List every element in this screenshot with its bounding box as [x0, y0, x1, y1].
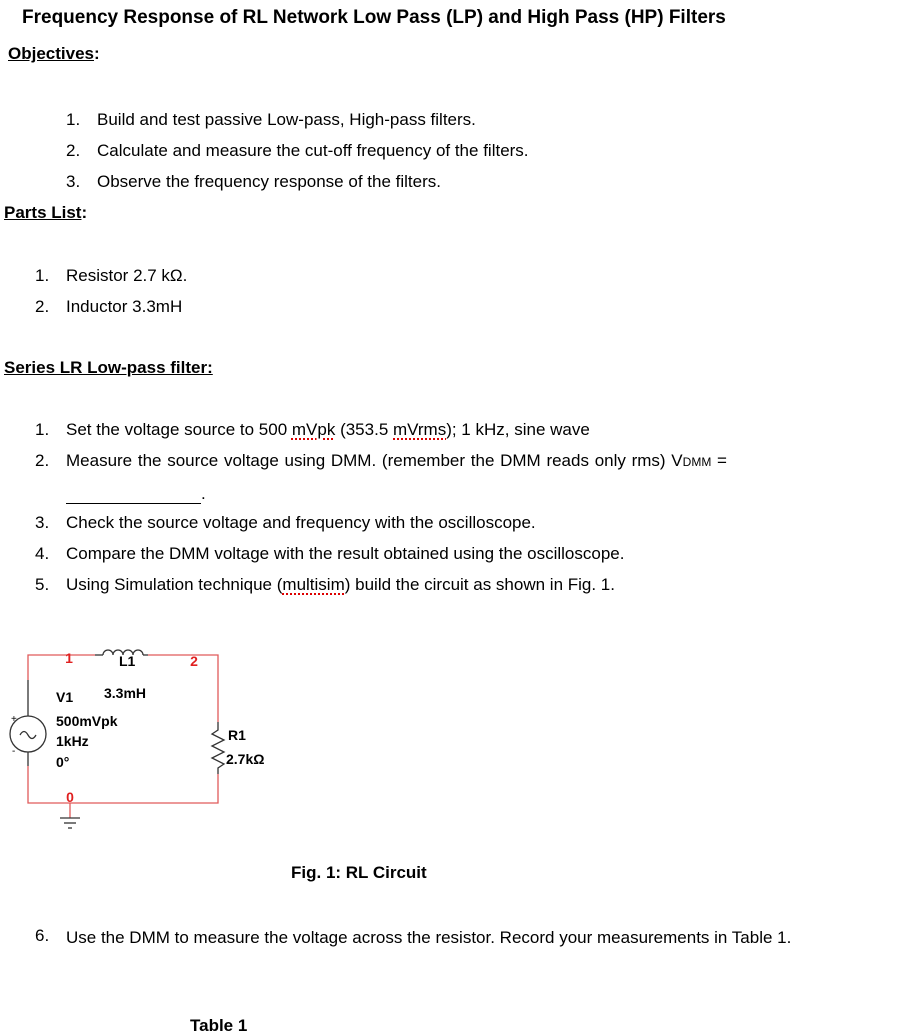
sine-wave-icon — [20, 732, 36, 739]
item-number: 2. — [35, 451, 50, 470]
item-number: 3. — [66, 172, 81, 191]
source-name: V1 — [56, 689, 74, 705]
wire-bottom — [28, 766, 218, 803]
item-number: 1. — [35, 420, 50, 439]
series-heading: Series LR Low-pass filter: — [4, 358, 213, 377]
inductor-value: 3.3mH — [104, 685, 147, 701]
resistor-icon — [212, 722, 224, 774]
step-2-end: . — [201, 484, 206, 503]
step-4 — [35, 544, 625, 564]
step-5-multisim: multisim — [282, 575, 345, 594]
inductor-name: L1 — [119, 653, 136, 669]
wire-top-left — [28, 655, 95, 680]
parts-colon: : — [81, 203, 88, 222]
step-1-mvpk: mVpk — [291, 420, 336, 439]
rl-circuit-diagram — [0, 640, 265, 850]
step-1 — [35, 420, 590, 440]
step-5-pre: Using Simulation technique ( — [66, 575, 283, 594]
item-text: Resistor 2.7 kΩ. — [66, 266, 188, 285]
objectives-heading — [8, 44, 100, 64]
step-1-post: ); 1 kHz, sine wave — [446, 420, 590, 439]
step-2 — [35, 451, 727, 471]
node-0-label: 0 — [66, 789, 74, 805]
source-frequency: 1kHz — [56, 733, 89, 749]
item-number: 1. — [66, 110, 81, 129]
page-title: Frequency Response of RL Network Low Pass (LP) and High Pass (HP) Filters — [22, 7, 726, 28]
item-text: Build and test passive Low-pass, High-pass filters. — [97, 110, 476, 129]
resistor-value: 2.7kΩ — [226, 751, 265, 767]
item-text — [66, 420, 590, 440]
item-number: 4. — [35, 544, 50, 563]
item-number: 2. — [35, 297, 50, 316]
source-phase: 0° — [56, 754, 70, 770]
step-6 — [35, 926, 49, 946]
node-2-label: 2 — [190, 653, 198, 669]
resistor-name: R1 — [228, 727, 246, 743]
item-number: 6. — [35, 926, 50, 945]
list-item — [35, 295, 635, 326]
step-1-mid: (353.5 — [335, 420, 393, 439]
parts-list — [35, 264, 635, 326]
objectives-colon: : — [94, 44, 100, 63]
list-item — [66, 108, 766, 139]
item-text — [66, 575, 615, 595]
step-2-sub: DMM — [682, 455, 712, 469]
table-heading: Table 1 — [190, 1016, 248, 1035]
wire-top-right — [148, 655, 218, 722]
item-text: Observe the frequency response of the filters. — [97, 172, 441, 191]
parts-heading-text: Parts List — [4, 203, 82, 222]
list-item — [66, 139, 766, 170]
step-2-eq: = — [711, 451, 727, 470]
figure-caption: Fig. 1: RL Circuit — [291, 863, 427, 882]
step-5-post: ) build the circuit as shown in Fig. 1. — [344, 575, 615, 594]
objectives-heading-text: Objectives — [8, 44, 94, 63]
step-1-pre: Set the voltage source to 500 — [66, 420, 292, 439]
node-1-label: 1 — [65, 650, 73, 666]
list-item — [35, 264, 635, 295]
step-3 — [35, 513, 536, 533]
step-2-text: Measure the source voltage using DMM. (remember the DMM reads only rms) V — [66, 451, 683, 470]
plus-sign: + — [11, 714, 17, 725]
item-text: Calculate and measure the cut-off frequency of the filters. — [97, 141, 529, 160]
answer-blank[interactable] — [66, 485, 201, 504]
step-1-mvrms: mVrms — [393, 420, 447, 439]
item-text — [66, 451, 824, 471]
parts-heading — [4, 203, 87, 223]
objectives-list — [66, 108, 766, 201]
minus-sign: - — [12, 746, 16, 757]
step-5 — [35, 575, 615, 595]
item-number: 5. — [35, 575, 50, 594]
source-amplitude: 500mVpk — [56, 713, 118, 729]
item-text: Inductor 3.3mH — [66, 297, 183, 316]
item-text: Compare the DMM voltage with the result obtained using the oscilloscope. — [66, 544, 625, 563]
list-item — [66, 170, 766, 201]
item-number: 1. — [35, 266, 50, 285]
step-6-text: Use the DMM to measure the voltage across the resistor. Record your measurements in Table 1. — [66, 928, 792, 947]
answer-blank-line[interactable] — [66, 484, 206, 504]
item-number: 2. — [66, 141, 81, 160]
item-number: 3. — [35, 513, 50, 532]
item-text: Check the source voltage and frequency with the oscilloscope. — [66, 513, 536, 532]
